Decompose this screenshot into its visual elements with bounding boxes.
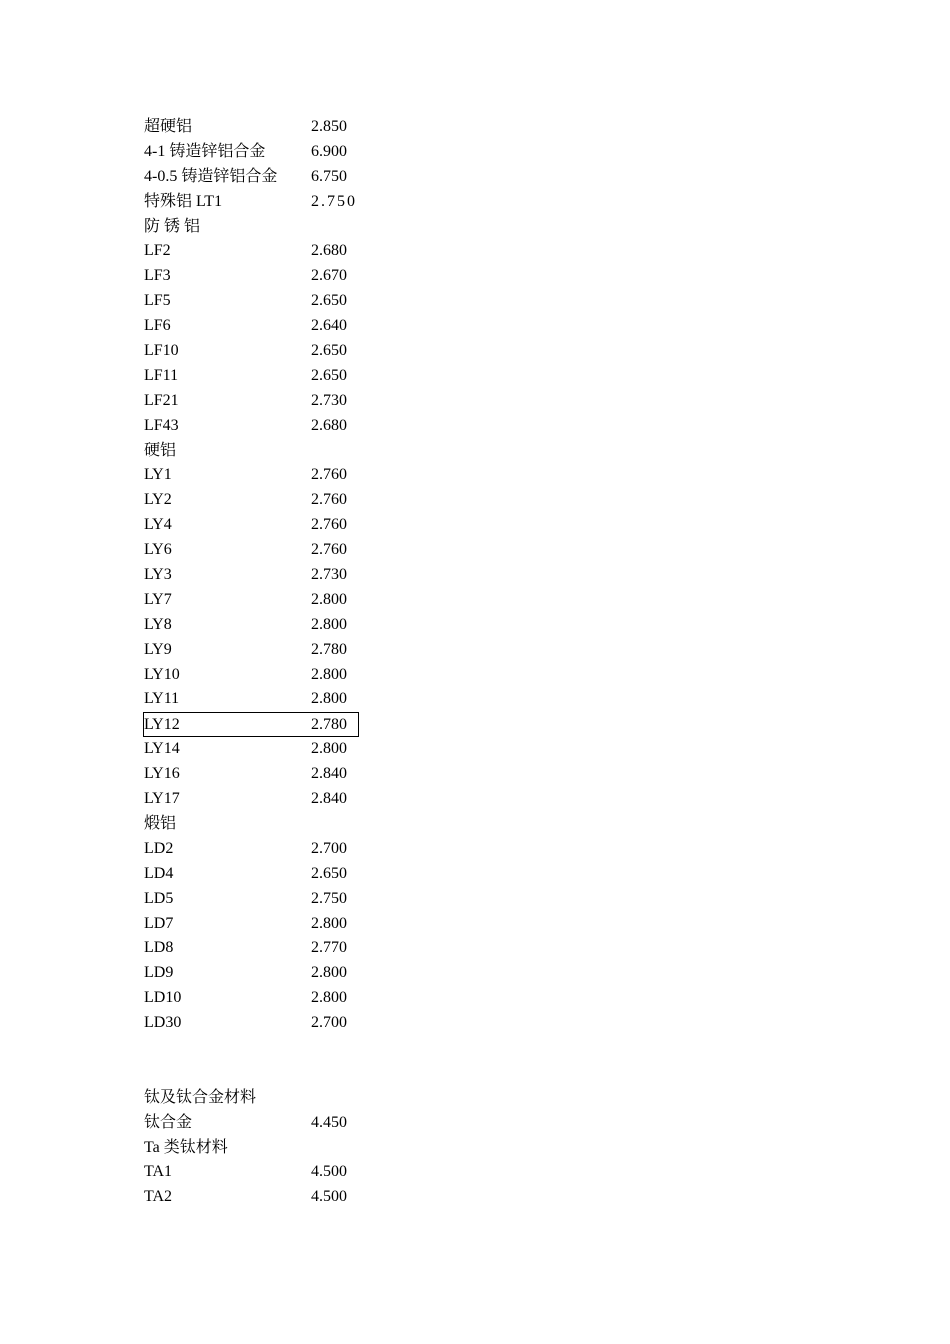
material-name-cell[interactable]: 钛及钛合金材料	[144, 1088, 257, 1106]
table-row[interactable]	[143, 439, 359, 464]
table-row[interactable]	[143, 687, 359, 712]
table-row[interactable]	[143, 1160, 359, 1185]
material-name-cell[interactable]: LF2	[144, 242, 171, 260]
density-value-cell[interactable]: 2.850	[311, 118, 347, 135]
table-row[interactable]	[143, 563, 359, 588]
material-name-cell[interactable]: LY14	[144, 740, 180, 758]
density-value-cell[interactable]: 2.640	[311, 317, 347, 335]
material-name-cell[interactable]: LY8	[144, 615, 172, 633]
density-value-cell[interactable]: 2.800	[311, 964, 347, 982]
table-row[interactable]	[143, 488, 359, 513]
material-name-cell[interactable]: LY6	[144, 541, 172, 559]
density-value-cell[interactable]: 2.840	[311, 790, 347, 808]
material-name-cell[interactable]: 煅铝	[144, 814, 177, 832]
table-row[interactable]	[143, 663, 359, 688]
table-row[interactable]	[143, 812, 359, 837]
material-name-cell[interactable]: LF5	[144, 292, 171, 310]
table-row[interactable]	[143, 190, 359, 215]
density-value-cell[interactable]: 2.770	[311, 939, 347, 957]
density-value-cell[interactable]: 2.760	[311, 491, 347, 509]
density-value-cell[interactable]: 4.500	[311, 1163, 347, 1181]
material-name-cell[interactable]: LD2	[144, 839, 174, 857]
material-name-cell[interactable]: 防 锈 铝	[144, 217, 201, 235]
table-row[interactable]	[143, 115, 359, 140]
table-row[interactable]	[143, 986, 359, 1011]
table-row[interactable]	[143, 314, 359, 339]
table-row[interactable]	[143, 289, 359, 314]
material-name-cell[interactable]: LY4	[144, 516, 172, 534]
density-value-cell[interactable]: 2.800	[311, 665, 347, 683]
material-name-cell[interactable]: LD5	[144, 889, 174, 907]
table-row[interactable]	[143, 339, 359, 364]
density-value-cell[interactable]: 2.680	[311, 416, 347, 434]
material-density-table	[143, 115, 359, 1210]
material-name-cell[interactable]: 钛合金	[144, 1113, 193, 1131]
material-name-cell[interactable]: 4-1 铸造锌铝合金	[144, 142, 266, 160]
material-name-cell[interactable]: LY9	[144, 640, 172, 658]
table-row[interactable]	[143, 1185, 359, 1210]
table-row[interactable]	[143, 1086, 359, 1111]
table-row[interactable]	[143, 513, 359, 538]
material-name-cell[interactable]: LF10	[144, 342, 179, 360]
density-value-cell[interactable]: 2.800	[311, 590, 347, 608]
material-name-cell[interactable]: LF3	[144, 267, 171, 285]
density-value-cell[interactable]: 2.700	[311, 1014, 347, 1032]
density-value-cell[interactable]: 2.760	[311, 516, 347, 534]
density-value-cell[interactable]: 2.650	[311, 292, 347, 310]
table-row[interactable]	[143, 737, 359, 762]
density-value-cell[interactable]: 2.730	[311, 391, 347, 409]
table-row[interactable]	[143, 936, 359, 961]
density-value-cell[interactable]: 2.650	[311, 864, 347, 882]
material-name-cell[interactable]: LD10	[144, 989, 182, 1007]
table-row[interactable]	[143, 364, 359, 389]
material-name-cell[interactable]: 4-0.5 铸造锌铝合金	[144, 167, 278, 185]
density-value-cell[interactable]: 2.800	[311, 740, 347, 758]
density-value-cell[interactable]: 2.780	[311, 640, 347, 658]
material-name-cell[interactable]: LD4	[144, 864, 174, 882]
table-row[interactable]	[143, 140, 359, 165]
material-name-cell[interactable]: LY7	[144, 590, 172, 608]
density-value-cell[interactable]: 2.680	[311, 242, 347, 260]
material-name-cell[interactable]: LY3	[144, 566, 172, 584]
table-row[interactable]	[143, 1111, 359, 1136]
material-name-cell[interactable]: LF6	[144, 317, 171, 335]
material-name-cell[interactable]: 超硬铝	[144, 118, 193, 135]
density-value-cell[interactable]: 2.730	[311, 566, 347, 584]
table-row[interactable]	[143, 613, 359, 638]
table-row[interactable]	[143, 215, 359, 240]
density-value-cell[interactable]: 2.800	[311, 914, 347, 932]
material-name-cell[interactable]: LY11	[144, 690, 180, 708]
density-value-cell[interactable]: 2.670	[311, 267, 347, 285]
material-name-cell[interactable]: LF43	[144, 416, 179, 434]
table-row[interactable]	[143, 588, 359, 613]
material-name-cell[interactable]: LF21	[144, 391, 179, 409]
density-value-cell[interactable]: 4.450	[311, 1113, 347, 1131]
table-row[interactable]	[143, 837, 359, 862]
density-value-cell[interactable]: 2.760	[311, 541, 347, 559]
density-value-cell[interactable]: 2.700	[311, 839, 347, 857]
material-name-cell[interactable]: TA2	[144, 1188, 173, 1206]
density-value-cell[interactable]: 2.800	[311, 615, 347, 633]
table-row[interactable]	[143, 638, 359, 663]
table-row[interactable]	[143, 787, 359, 812]
table-row[interactable]	[143, 538, 359, 563]
density-value-cell[interactable]: 2.650	[311, 342, 347, 360]
table-row[interactable]	[143, 912, 359, 937]
material-name-cell[interactable]: TA1	[144, 1163, 173, 1181]
density-value-cell[interactable]: 2.840	[311, 765, 347, 783]
table-row[interactable]	[143, 862, 359, 887]
density-value-cell[interactable]: 2.800	[311, 690, 347, 708]
material-name-cell[interactable]: 特殊铝 LT1	[144, 192, 223, 210]
material-name-cell[interactable]: LD7	[144, 914, 174, 932]
table-row[interactable]	[143, 961, 359, 986]
table-row[interactable]	[143, 887, 359, 912]
density-value-cell[interactable]: 4.500	[311, 1188, 347, 1206]
blank-row[interactable]	[143, 1036, 359, 1086]
table-row[interactable]	[143, 762, 359, 787]
table-row[interactable]	[143, 264, 359, 289]
material-name-cell[interactable]: LY10	[144, 665, 180, 683]
selected-cell-row[interactable]	[143, 712, 359, 737]
table-row[interactable]	[143, 463, 359, 488]
material-name-cell[interactable]: 硬铝	[144, 441, 177, 459]
table-row[interactable]	[143, 239, 359, 264]
material-name-cell[interactable]: LY2	[144, 491, 172, 509]
material-name-cell[interactable]: LD9	[144, 964, 174, 982]
density-value-cell[interactable]: 2.760	[311, 466, 347, 484]
material-name-cell[interactable]: LD30	[144, 1014, 182, 1032]
material-name-cell[interactable]: LY1	[144, 466, 172, 484]
table-row[interactable]	[143, 414, 359, 439]
density-value-cell[interactable]: 2.780	[311, 716, 347, 734]
material-name-cell[interactable]: Ta 类钛材料	[144, 1138, 228, 1156]
material-name-cell[interactable]: LF11	[144, 366, 179, 384]
table-row[interactable]	[143, 1136, 359, 1161]
density-value-cell[interactable]: 2.800	[311, 989, 347, 1007]
table-row[interactable]	[143, 1011, 359, 1036]
table-row[interactable]	[143, 165, 359, 190]
density-value-cell[interactable]: 2.750	[311, 889, 347, 907]
density-value-cell[interactable]: 6.900	[311, 142, 347, 160]
material-name-cell[interactable]: LY16	[144, 765, 180, 783]
table-row[interactable]	[143, 389, 359, 414]
density-value-cell[interactable]: 6.750	[311, 167, 347, 185]
material-name-cell[interactable]: LD8	[144, 939, 174, 957]
density-value-cell[interactable]: 2.750	[311, 192, 357, 210]
material-name-cell[interactable]: LY17	[144, 790, 180, 808]
density-value-cell[interactable]: 2.650	[311, 366, 347, 384]
material-name-cell[interactable]: LY12	[144, 716, 180, 734]
